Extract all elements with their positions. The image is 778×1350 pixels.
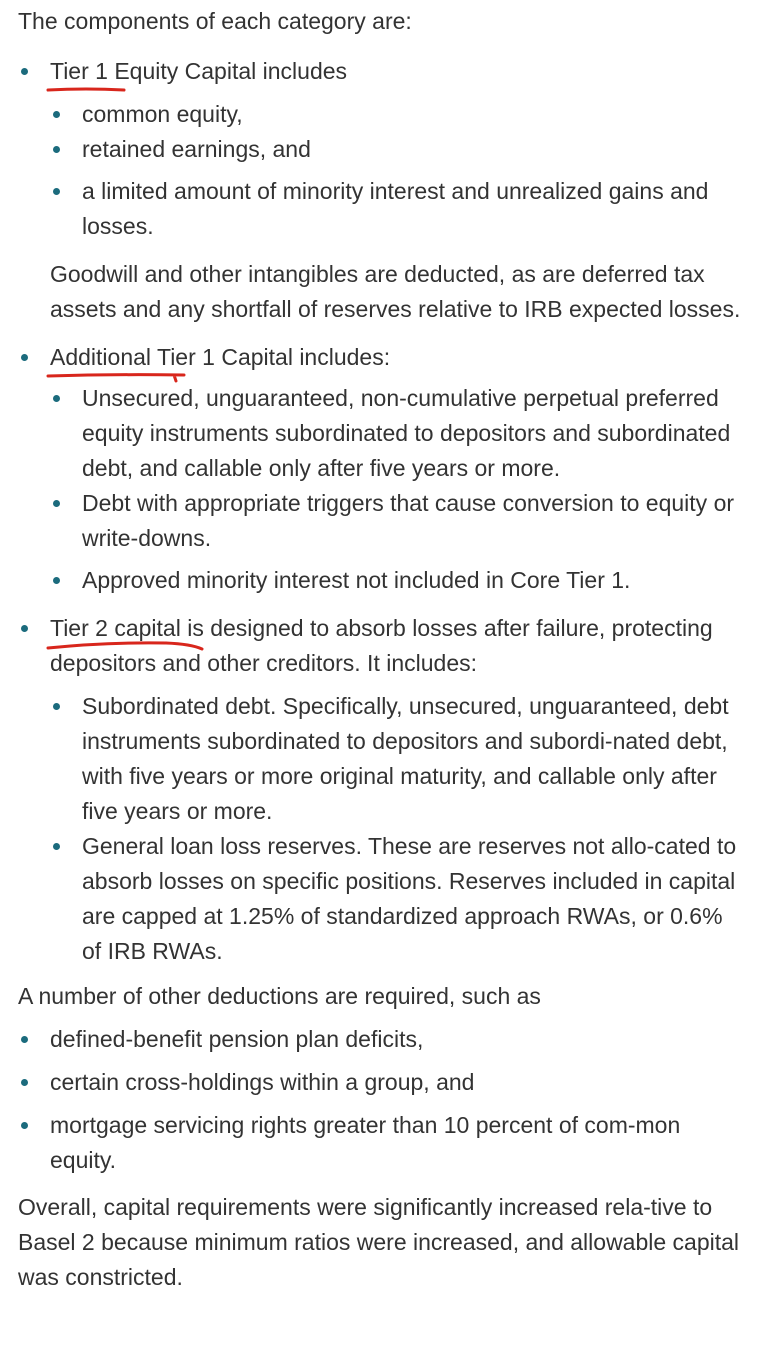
bullet-icon (50, 132, 82, 167)
bullet-icon (50, 689, 82, 724)
category-term: Tier 1 (50, 58, 108, 84)
component-text: Subordinated debt. Specifically, unsecured, unguaranteed, debt instruments subordinated to depositors and subordi-nated debt, with five years or more original maturity, and callable only after five years or more. (82, 693, 729, 824)
bullet-icon (18, 1065, 50, 1100)
bullet-icon (50, 97, 82, 132)
bullet-icon (18, 340, 50, 375)
component-text: Approved minority interest not included in Core Tier 1. (82, 567, 631, 593)
component-text: retained earnings, and (82, 136, 311, 162)
category-item-tier2 (18, 611, 748, 969)
bullet-icon (18, 1108, 50, 1143)
component-list (50, 97, 748, 244)
category-term: Additional (50, 344, 152, 370)
underlined-term (50, 54, 108, 89)
category-term: Tier 2 capital (50, 615, 181, 641)
component-item (50, 563, 748, 598)
bullet-icon (50, 563, 82, 598)
bullet-icon (18, 1022, 50, 1057)
intro-paragraph: The components of each category are: (18, 8, 412, 34)
component-text: a limited amount of minority interest and unrealized gains and losses. (82, 178, 709, 239)
component-item (50, 829, 748, 969)
category-heading-rest: Equity Capital includes (107, 58, 348, 84)
category-heading-rest: is designed to absorb losses after failure, protecting depositors and other creditors. It includes: (50, 615, 713, 676)
bullet-icon (50, 381, 82, 416)
red-underline-mark (46, 85, 126, 95)
deduction-item (18, 1065, 748, 1100)
category-list (18, 54, 748, 969)
component-text: Unsecured, unguaranteed, non-cumulative perpetual preferred equity instruments subordinated to depositors and subordinated debt, and callable only after five years or more. (82, 385, 731, 481)
component-text: Debt with appropriate triggers that cause conversion to equity or write-downs. (82, 490, 735, 551)
category-heading-rest: Tier 1 Capital includes: (151, 344, 391, 370)
component-item (50, 97, 748, 132)
document-page (18, 4, 748, 1295)
bullet-icon (18, 54, 50, 89)
underlined-term (50, 340, 151, 375)
deduction-text: defined-benefit pension plan deficits, (50, 1026, 424, 1052)
bullet-icon (50, 174, 82, 209)
component-list (50, 381, 748, 598)
conclusion-paragraph: Overall, capital requirements were significantly increased rela-tive to Basel 2 because minimum ratios were increased, and allowable capital was constricted. (18, 1194, 740, 1290)
deduction-list (18, 1022, 748, 1178)
underlined-term (50, 611, 181, 646)
component-item (50, 132, 748, 167)
component-list (50, 689, 748, 969)
category-item-tier1 (18, 54, 748, 327)
component-item (50, 174, 748, 244)
component-item (50, 381, 748, 486)
component-text: General loan loss reserves. These are reserves not allo-cated to absorb losses on specific positions. Reserves included in capital are capped at 1.25% of standardized approach RWAs, or 0.6% of IRB RWAs. (82, 833, 737, 964)
deduction-text: certain cross-holdings within a group, and (50, 1069, 475, 1095)
component-text: common equity, (82, 101, 243, 127)
deduction-item (18, 1108, 748, 1178)
category-item-additional-tier1 (18, 340, 748, 598)
red-underline-mark (46, 371, 186, 381)
category-note: Goodwill and other intangibles are deducted, as are deferred tax assets and any shortfall of reserves relative to IRB expected losses. (50, 261, 741, 322)
component-item (50, 486, 748, 556)
bullet-icon (50, 486, 82, 521)
component-item (50, 689, 748, 829)
deduction-item (18, 1022, 748, 1057)
deductions-intro: A number of other deductions are required, such as (18, 983, 541, 1009)
red-underline-mark (46, 640, 206, 652)
bullet-icon (50, 829, 82, 864)
deduction-text: mortgage servicing rights greater than 10 percent of com-mon equity. (50, 1112, 681, 1173)
